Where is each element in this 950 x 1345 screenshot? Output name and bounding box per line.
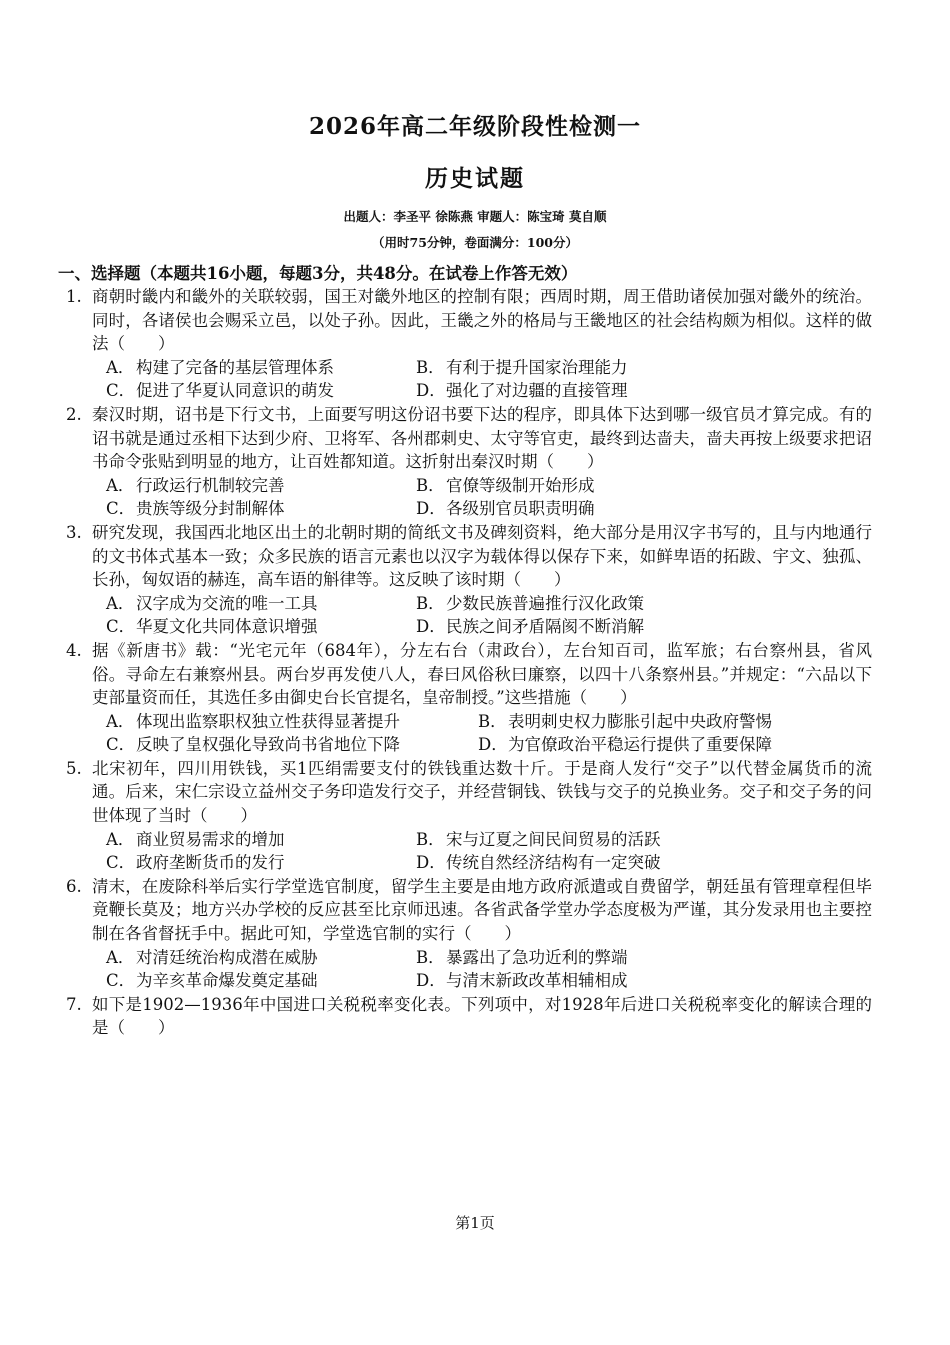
option-a: A．构建了完备的基层管理体系 (106, 357, 334, 377)
question-2 (66, 403, 872, 521)
question-3 (66, 521, 872, 639)
option-a: A．对清廷统治构成潜在威胁 (106, 947, 318, 967)
exam-title: 2026年高二年级阶段性检测一 (308, 113, 641, 140)
question-number: 3. (66, 522, 82, 542)
option-d: D．与清末新政改革相辅相成 (416, 971, 628, 991)
authors-line: 出题人：李圣平 徐陈燕 审题人：陈宝琦 莫自顺 (343, 209, 607, 224)
question-list (66, 285, 872, 1040)
question-number: 1. (66, 287, 82, 306)
option-a: A．商业贸易需求的增加 (106, 829, 285, 849)
option-b: B．表明刺史权力膨胀引起中央政府警惕 (478, 711, 772, 731)
option-group (92, 592, 872, 639)
question-stem: 据《新唐书》载：“光宅元年（684年），分左右台（肃政台），左台知百司，监军旅；右台察州县，省风俗。寻命左右兼察州县。两台岁再发使八人，春曰风俗秋曰廉察，以四十八条察州县。”并规定：“六品以下吏部量资而任，其选任多由御史台长官提名，皇帝制授。”这些措施（ ） (92, 640, 872, 708)
question-stem: 清末，在废除科举后实行学堂选官制度，留学生主要是由地方政府派遣或自费留学，朝廷虽有管理章程但毕竟鞭长莫及；地方兴办学校的反应甚至比京师迅速。各省武备学堂办学态度极为严谨，其分发录用也主要控制在各省督抚手中。据此可知，学堂选官制的实行（ ） (92, 876, 872, 944)
option-d: D．传统自然经济结构有一定突破 (416, 853, 661, 873)
option-c: C．贵族等级分封制解体 (106, 499, 285, 519)
question-7 (66, 993, 872, 1040)
option-c: C．为辛亥革命爆发奠定基础 (106, 971, 318, 991)
option-d: D．为官僚政治平稳运行提供了重要保障 (478, 735, 772, 755)
option-group (92, 356, 872, 403)
option-c: C．促进了华夏认同意识的萌发 (106, 381, 334, 401)
option-b: B．宋与辽夏之间民间贸易的活跃 (416, 829, 661, 849)
question-number: 4. (66, 640, 82, 660)
timing-line: （用时75分钟，卷面满分：100分） (372, 235, 578, 250)
question-stem: 研究发现，我国西北地区出土的北朝时期的简纸文书及碑刻资料，绝大部分是用汉字书写的，且与内地通行的文书体式基本一致；众多民族的语言元素也以汉字为载体得以保存下来，如鲜卑语的拓跋、宇文、独孤、长孙，匈奴语的赫连，高车语的斛律等。这反映了该时期（ ） (92, 522, 872, 590)
subject-title: 历史试题 (425, 165, 525, 192)
question-stem: 商朝时畿内和畿外的关联较弱，国王对畿外地区的控制有限；西周时期，周王借助诸侯加强对畿外的统治。同时，各诸侯也会赐采立邑，以处子孙。因此，王畿之外的格局与王畿地区的社会结构颇为相似。这样的做法（ ） (92, 287, 872, 354)
section-heading: 一、选择题（本题共16小题，每题3分，共48分。在试卷上作答无效） (58, 264, 578, 283)
option-d: D．强化了对边疆的直接管理 (416, 381, 628, 401)
question-number: 6. (66, 876, 82, 896)
option-group (92, 946, 872, 993)
option-d: D．民族之间矛盾隔阂不断消解 (416, 617, 644, 637)
option-a: A．行政运行机制较完善 (106, 475, 285, 495)
question-stem: 如下是1902—1936年中国进口关税税率变化表。下列项中，对1928年后进口关税税率变化的解读合理的是（ ） (92, 994, 872, 1038)
option-c: C．反映了皇权强化导致尚书省地位下降 (106, 735, 400, 755)
question-stem: 秦汉时期，诏书是下行文书，上面要写明这份诏书要下达的程序，即具体下达到哪一级官员才算完成。有的诏书就是通过丞相下达到少府、卫将军、各州郡刺史、太守等官吏，最终到达啬夫，啬夫再按上级要求把诏书命令张贴到明显的地方，让百姓都知道。这折射出秦汉时期（ ） (92, 404, 872, 472)
option-b: B．有利于提升国家治理能力 (416, 357, 628, 377)
option-a: A．汉字成为交流的唯一工具 (106, 593, 318, 613)
question-1 (66, 285, 872, 403)
option-group (92, 474, 872, 521)
option-group (92, 828, 872, 875)
question-number: 2. (66, 404, 82, 424)
option-c: C．政府垄断货币的发行 (106, 853, 285, 873)
question-stem: 北宋初年，四川用铁钱，买1匹绢需要支付的铁钱重达数十斤。于是商人发行“交子”以代替金属货币的流通。后来，宋仁宗设立益州交子务印造发行交子，并经营铜钱、铁钱与交子的兑换业务。交子和交子务的问世体现了当时（ ） (92, 758, 872, 826)
option-b: B．官僚等级制开始形成 (416, 475, 595, 495)
option-group (92, 710, 872, 757)
option-a: A．体现出监察职权独立性获得显著提升 (106, 711, 400, 731)
question-5 (66, 757, 872, 875)
question-6 (66, 875, 872, 993)
question-number: 7. (66, 994, 82, 1014)
option-d: D．各级别官员职责明确 (416, 499, 595, 519)
question-4 (66, 639, 872, 757)
option-b: B．少数民族普遍推行汉化政策 (416, 593, 644, 613)
option-b: B．暴露出了急功近利的弊端 (416, 947, 628, 967)
question-number: 5. (66, 758, 82, 778)
option-c: C．华夏文化共同体意识增强 (106, 617, 318, 637)
page-number: 第1页 (455, 1214, 495, 1232)
